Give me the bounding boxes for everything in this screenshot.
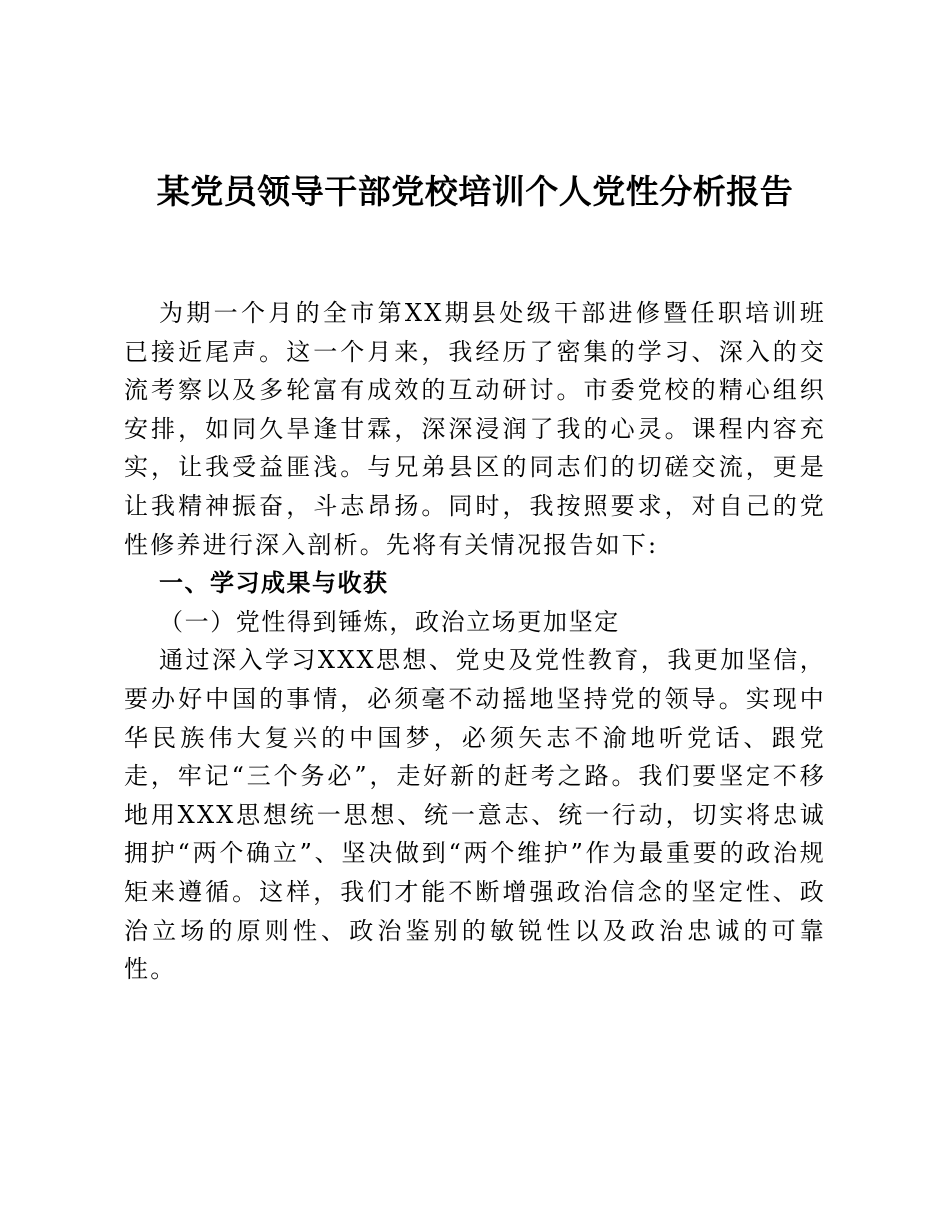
body-paragraph: 通过深入学习XXX思想、党史及党性教育，我更加坚信，要办好中国的事情，必须毫不动摇地坚持党的领导。实现中华民族伟大复兴的中国梦，必须矢志不渝地听党话、跟党走，牢记“三个务必”，走好新的赶考之路。我们要坚定不移地用XXX思想统一思想、统一意志、统一行动，切实将忠诚拥护“两个确立”、坚决做到“两个维护”作为最重要的政治规矩来遵循。这样，我们才能不断增强政治信念的坚定性、政治立场的原则性、政治鉴别的敏锐性以及政治忠诚的可靠性。 (124, 646, 826, 984)
document-body (124, 294, 826, 989)
page-title: 某党员领导干部党校培训个人党性分析报告 (156, 172, 794, 211)
intro-paragraph: 为期一个月的全市第XX期县处级干部进修暨任职培训班已接近尾声。这一个月来，我经历了密集的学习、深入的交流考察以及多轮富有成效的互动研讨。市委党校的精心组织安排，如同久旱逢甘霖，深深浸润了我的心灵。课程内容充实，让我受益匪浅。与兄弟县区的同志们的切磋交流，更是让我精神振奋，斗志昂扬。同时，我按照要求，对自己的党性修养进行深入剖析。先将有关情况报告如下: (124, 299, 826, 559)
subsection-heading: （一）党性得到锤炼，政治立场更加坚定 (159, 607, 620, 636)
section-heading: 一、学习成果与收获 (159, 569, 389, 598)
